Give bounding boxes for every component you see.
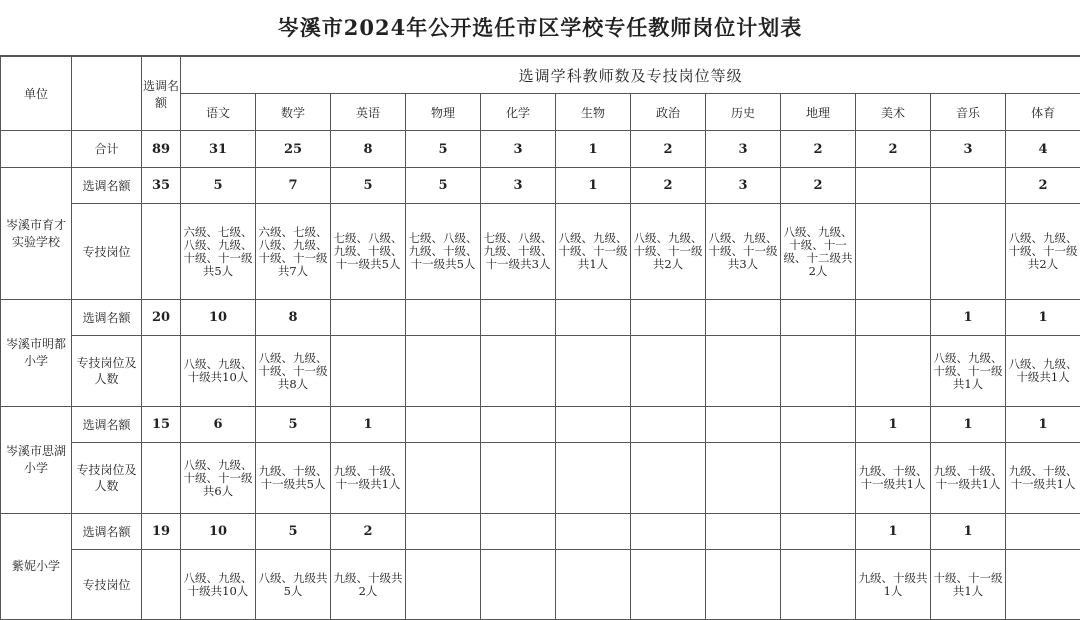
total-value: 1: [556, 131, 631, 168]
position-levels: 八级、九级、十级共10人: [181, 336, 256, 407]
subject-count: 8: [256, 300, 331, 336]
total-value: 3: [931, 131, 1006, 168]
position-levels: [631, 443, 706, 514]
subject-group-header: 选调学科教师数及专技岗位等级: [181, 57, 1080, 94]
position-levels: 七级、八级、九级、十级、十一级共5人: [406, 204, 481, 300]
subject-count: [781, 514, 856, 550]
position-levels: 七级、八级、九级、十级、十一级共5人: [331, 204, 406, 300]
position-levels: 七级、八级、九级、十级、十一级共3人: [481, 204, 556, 300]
position-levels: [706, 443, 781, 514]
school-quota-row: [1, 514, 1080, 550]
subject-header: 生物: [556, 94, 631, 131]
total-value: 2: [631, 131, 706, 168]
school-quota-row: [1, 300, 1080, 336]
school-position-row: [1, 443, 1080, 514]
subject-header: 数学: [256, 94, 331, 131]
subject-count: 3: [481, 168, 556, 204]
unit-header: 单位: [1, 57, 72, 131]
position-levels: [856, 336, 931, 407]
header-row-1: [1, 57, 1080, 94]
blank-cell: [142, 336, 181, 407]
quota-label: 选调名额: [72, 168, 142, 204]
school-name: 岑溪市思湖小学: [1, 407, 72, 514]
position-levels: 八级、九级、十级、十一级共3人: [706, 204, 781, 300]
position-levels: 八级、九级、十级、十一级、十二级共2人: [781, 204, 856, 300]
subject-count: [481, 300, 556, 336]
subject-count: 5: [256, 407, 331, 443]
subject-count: 2: [781, 168, 856, 204]
position-levels: [631, 336, 706, 407]
position-levels: [931, 204, 1006, 300]
school-quota: 35: [142, 168, 181, 204]
school-position-row: [1, 336, 1080, 407]
total-quota: 89: [142, 131, 181, 168]
page-title: 岑溪市2024年公开选任市区学校专任教师岗位计划表: [0, 0, 1080, 56]
total-value: 31: [181, 131, 256, 168]
total-value: 3: [481, 131, 556, 168]
position-levels: [781, 336, 856, 407]
subject-count: 6: [181, 407, 256, 443]
position-label: 专技岗位及人数: [72, 443, 142, 514]
blank-header: [72, 57, 142, 131]
position-label: 专技岗位及人数: [72, 336, 142, 407]
subject-header: 历史: [706, 94, 781, 131]
subject-count: 1: [331, 407, 406, 443]
school-quota: 20: [142, 300, 181, 336]
position-levels: 九级、十级、十一级共1人: [331, 443, 406, 514]
subject-count: 1: [1006, 407, 1080, 443]
position-levels: 八级、九级、十级、十一级共8人: [256, 336, 331, 407]
subject-count: 2: [331, 514, 406, 550]
subject-count: 1: [1006, 300, 1080, 336]
school-name: 岑溪市明都小学: [1, 300, 72, 407]
total-value: 2: [856, 131, 931, 168]
subject-count: 2: [631, 168, 706, 204]
subject-count: 2: [1006, 168, 1080, 204]
quota-label: 选调名额: [72, 407, 142, 443]
position-levels: [706, 336, 781, 407]
position-levels: [556, 443, 631, 514]
subject-count: [331, 300, 406, 336]
subject-header: 英语: [331, 94, 406, 131]
total-value: 8: [331, 131, 406, 168]
subject-count: [631, 407, 706, 443]
subject-count: 10: [181, 514, 256, 550]
subject-count: 1: [931, 514, 1006, 550]
school-position-row: [1, 204, 1080, 300]
subject-count: [706, 407, 781, 443]
school-name: 岑溪市育才实验学校: [1, 168, 72, 300]
subject-header: 地理: [781, 94, 856, 131]
subject-count: [481, 514, 556, 550]
position-levels: [781, 443, 856, 514]
subject-count: [706, 300, 781, 336]
position-levels: 六级、七级、八级、九级、十级、十一级共7人: [256, 204, 331, 300]
subject-header: 体育: [1006, 94, 1080, 131]
subject-count: [856, 168, 931, 204]
position-levels: 六级、七级、八级、九级、十级、十一级共5人: [181, 204, 256, 300]
total-value: 5: [406, 131, 481, 168]
position-levels: [781, 550, 856, 620]
subject-count: [631, 300, 706, 336]
subject-count: [781, 407, 856, 443]
blank-cell: [1, 131, 72, 168]
subject-count: 1: [931, 407, 1006, 443]
subject-count: 1: [556, 168, 631, 204]
position-levels: [856, 204, 931, 300]
position-levels: [481, 336, 556, 407]
position-levels: [406, 550, 481, 620]
subject-count: 5: [331, 168, 406, 204]
blank-cell: [142, 443, 181, 514]
school-quota-row: [1, 407, 1080, 443]
position-levels: 八级、九级、十级、十一级共1人: [931, 336, 1006, 407]
subject-count: [556, 514, 631, 550]
position-label: 专技岗位: [72, 550, 142, 620]
total-value: 3: [706, 131, 781, 168]
total-value: 25: [256, 131, 331, 168]
position-levels: [481, 443, 556, 514]
subject-count: [406, 300, 481, 336]
position-levels: 八级、九级、十级共1人: [1006, 336, 1080, 407]
position-levels: 十级、十一级共1人: [931, 550, 1006, 620]
subject-count: [1006, 514, 1080, 550]
total-row: [1, 131, 1080, 168]
subject-count: 1: [856, 407, 931, 443]
position-levels: 九级、十级、十一级共5人: [256, 443, 331, 514]
subject-header: 物理: [406, 94, 481, 131]
school-name: 紫妮小学: [1, 514, 72, 620]
position-levels: [331, 336, 406, 407]
blank-cell: [142, 204, 181, 300]
quota-label: 选调名额: [72, 300, 142, 336]
subject-count: 5: [181, 168, 256, 204]
subject-header: 语文: [181, 94, 256, 131]
subject-count: [556, 407, 631, 443]
blank-cell: [142, 550, 181, 620]
plan-table: [0, 56, 1080, 620]
subject-count: [706, 514, 781, 550]
total-value: 4: [1006, 131, 1080, 168]
school-position-row: [1, 550, 1080, 620]
position-levels: 八级、九级、十级共10人: [181, 550, 256, 620]
subject-count: [931, 168, 1006, 204]
subject-count: [781, 300, 856, 336]
subject-count: [481, 407, 556, 443]
position-levels: 九级、十级、十一级共1人: [931, 443, 1006, 514]
total-label: 合计: [72, 131, 142, 168]
subject-header: 音乐: [931, 94, 1006, 131]
position-levels: 九级、十级共2人: [331, 550, 406, 620]
position-levels: 八级、九级、十级、十一级共6人: [181, 443, 256, 514]
position-levels: 八级、九级共5人: [256, 550, 331, 620]
position-levels: [556, 336, 631, 407]
position-levels: [481, 550, 556, 620]
subject-count: [856, 300, 931, 336]
position-levels: 九级、十级、十一级共1人: [856, 443, 931, 514]
position-levels: 八级、九级、十级、十一级共2人: [631, 204, 706, 300]
position-levels: [631, 550, 706, 620]
subject-header: 化学: [481, 94, 556, 131]
subject-count: 1: [856, 514, 931, 550]
position-levels: 八级、九级、十级、十一级共2人: [1006, 204, 1080, 300]
position-levels: 九级、十级、十一级共1人: [1006, 443, 1080, 514]
school-quota-row: [1, 168, 1080, 204]
subject-count: 1: [931, 300, 1006, 336]
subject-header: 政治: [631, 94, 706, 131]
subject-count: 3: [706, 168, 781, 204]
school-quota: 19: [142, 514, 181, 550]
subject-count: [406, 514, 481, 550]
position-levels: [406, 443, 481, 514]
position-levels: [406, 336, 481, 407]
position-levels: [706, 550, 781, 620]
subject-count: 5: [256, 514, 331, 550]
subject-count: [556, 300, 631, 336]
position-label: 专技岗位: [72, 204, 142, 300]
subject-count: 5: [406, 168, 481, 204]
subject-header: 美术: [856, 94, 931, 131]
subject-count: 10: [181, 300, 256, 336]
position-levels: [556, 550, 631, 620]
position-levels: [1006, 550, 1080, 620]
position-levels: 八级、九级、十级、十一级共1人: [556, 204, 631, 300]
quota-header: 选调名额: [142, 57, 181, 131]
quota-label: 选调名额: [72, 514, 142, 550]
subject-count: 7: [256, 168, 331, 204]
subject-count: [631, 514, 706, 550]
total-value: 2: [781, 131, 856, 168]
subject-count: [406, 407, 481, 443]
position-levels: 九级、十级共1人: [856, 550, 931, 620]
school-quota: 15: [142, 407, 181, 443]
